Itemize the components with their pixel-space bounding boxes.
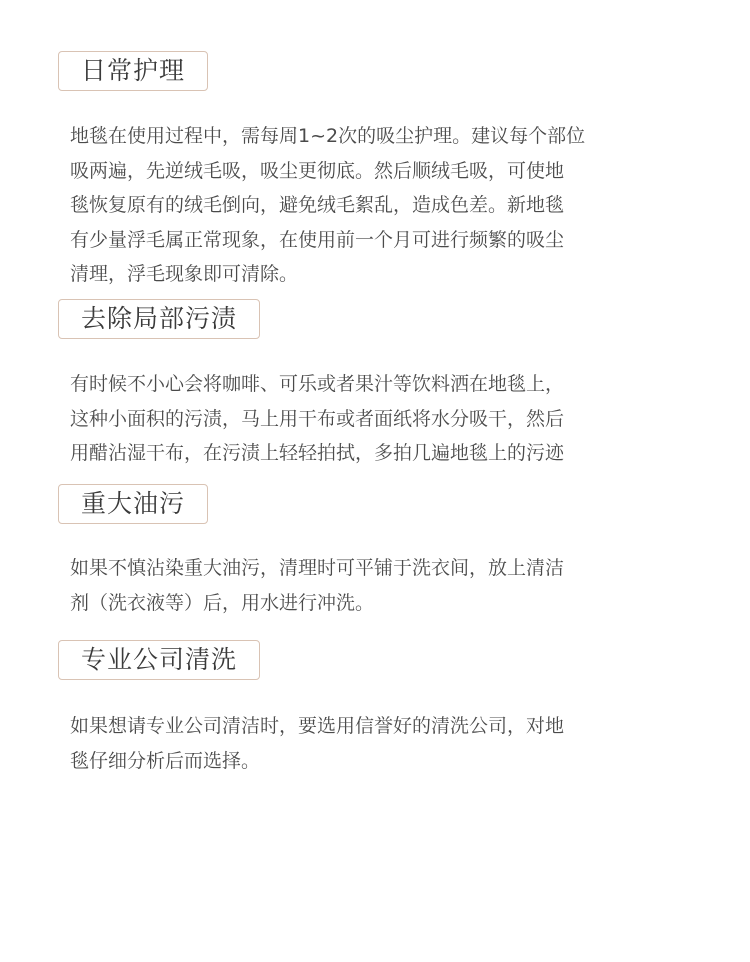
section-title-daily-care: 日常护理 [58,51,208,91]
paragraph-line: 用醋沾湿干布，在污渍上轻轻拍拭，多拍几遍地毯上的污迹 [70,442,565,464]
section-title-stain-removal: 去除局部污渍 [58,299,260,339]
paragraph-line: 如果不慎沾染重大油污，清理时可平铺于洗衣间，放上清洁 [70,557,565,579]
paragraph-line: 清理，浮毛现象即可清除。 [70,263,299,285]
section-body-daily-care [70,119,690,292]
paragraph-line: 吸两遍，先逆绒毛吸，吸尘更彻底。然后顺绒毛吸，可使地 [70,159,565,182]
paragraph-line: 地毯在使用过程中，需每周1~2次的吸尘护理。建议每个部位 [70,125,586,147]
section-title-professional-cleaning: 专业公司清洗 [58,640,260,680]
paragraph-line: 剂（洗衣液等）后，用水进行冲洗。 [70,591,375,614]
section-body-stain-removal [70,367,690,471]
paragraph-line: 如果想请专业公司清洁时，要选用信誉好的清洗公司，对地 [70,715,565,737]
paragraph-line: 有时候不小心会将咖啡、可乐或者果汁等饮料洒在地毯上， [70,373,565,395]
section-title-heavy-oil: 重大油污 [58,484,208,524]
section-body-heavy-oil [70,551,690,620]
paragraph-line: 有少量浮毛属正常现象，在使用前一个月可进行频繁的吸尘 [70,228,565,251]
paragraph-line: 这种小面积的污渍，马上用干布或者面纸将水分吸干，然后 [70,407,565,430]
paragraph-line: 毯恢复原有的绒毛倒向，避免绒毛絮乱，造成色差。新地毯 [70,194,565,216]
section-body-professional-cleaning [70,709,690,778]
paragraph-line: 毯仔细分析后而选择。 [70,749,261,772]
